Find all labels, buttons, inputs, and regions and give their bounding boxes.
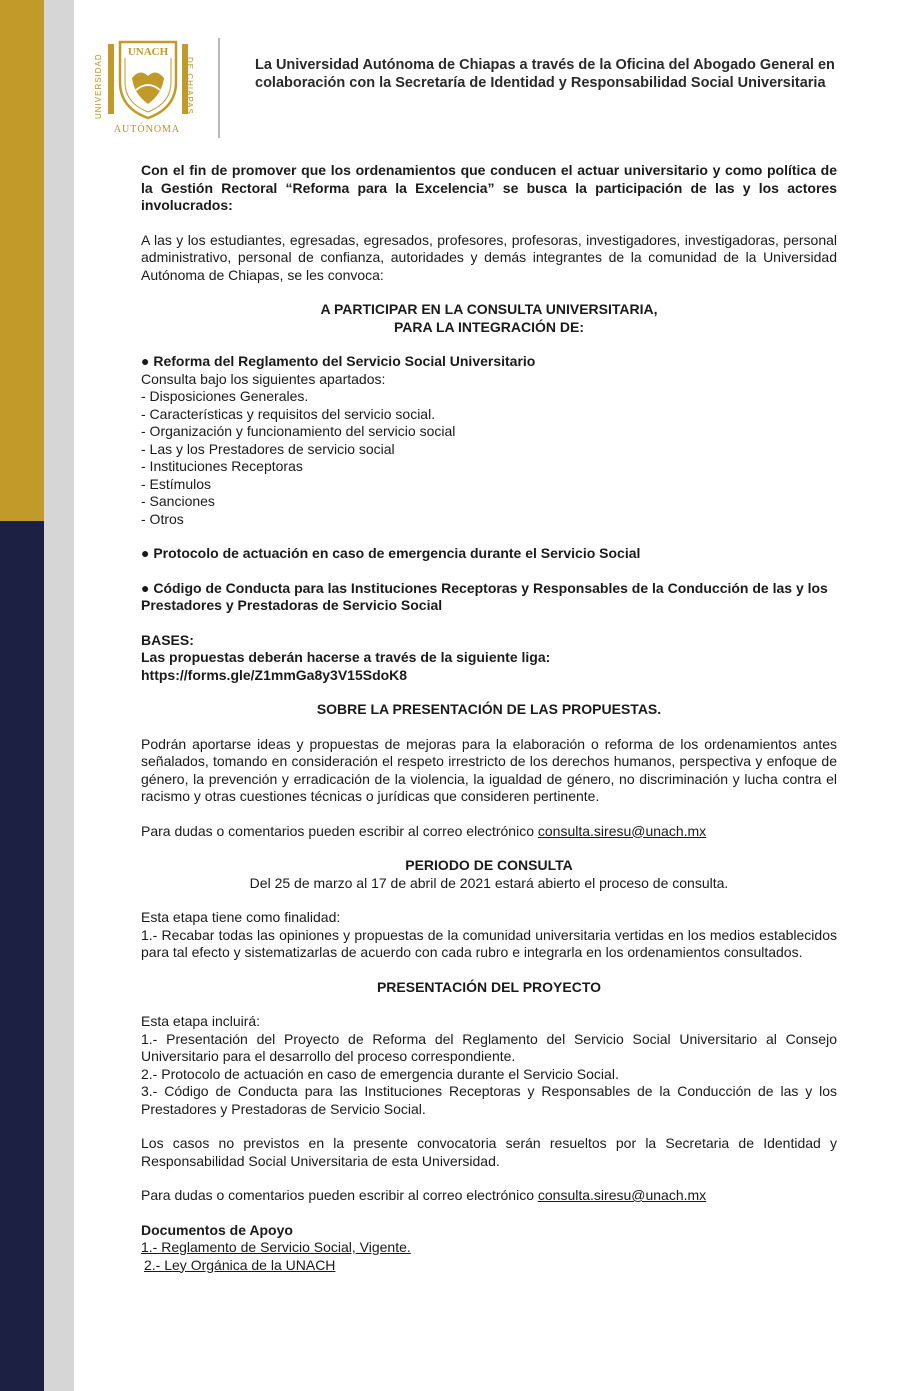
list-item: - Sanciones	[141, 493, 215, 509]
logo-bottom-text: AUTÓNOMA	[113, 124, 181, 135]
contact-line-1	[141, 823, 837, 841]
periodo-heading: PERIODO DE CONSULTA	[405, 857, 573, 873]
list-item: 2.- Protocolo de actuación en caso de emergencia durante el Servicio Social.	[141, 1065, 619, 1082]
intro-audience: A las y los estudiantes, egresadas, egresados, profesores, profesoras, investigadores, investigadoras, personal administrativo, personal de confianza, autoridades y demás integrantes de la comunidad de la Universidad Autónoma de Chiapas, se les convoca:	[141, 231, 837, 283]
side-bar-navy	[0, 521, 44, 1391]
call-line-1: A PARTICIPAR EN LA CONSULTA UNIVERSITARIA,	[320, 301, 658, 317]
logo-ring-left: UNIVERSIDAD	[94, 53, 103, 119]
list-item: - Otros	[141, 510, 184, 527]
unach-logo	[92, 38, 204, 138]
casos-text: Los casos no previstos en la presente convocatoria serán resueltos por la Secretaria de Identidad y Responsabilidad Social Universitaria de esta Universidad.	[141, 1135, 837, 1169]
proyecto-heading: PRESENTACIÓN DEL PROYECTO	[376, 978, 602, 995]
document-link-ley-organica[interactable]: 2.- Ley Orgánica de la UNACH	[144, 1256, 336, 1273]
list-item: - Organización y funcionamiento del servicio social	[141, 423, 456, 439]
call-line-2: PARA LA INTEGRACIÓN DE:	[393, 318, 585, 335]
reforma-subheading: Consulta bajo los siguientes apartados:	[141, 370, 386, 387]
list-item: 3.- Código de Conducta para las Instituciones Receptoras y Responsables de la Conducción de las y los Prestadores y Prestadoras de Servicio Social.	[141, 1083, 837, 1117]
list-item: - Características y requisitos del servicio social.	[141, 405, 436, 422]
proyecto-incluira: Esta etapa incluirá:	[141, 1013, 261, 1029]
presentacion-heading: SOBRE LA PRESENTACIÓN DE LAS PROPUESTAS.	[316, 701, 662, 717]
reforma-heading: ● Reforma del Reglamento del Servicio Social Universitario	[141, 353, 536, 369]
codigo-heading: ● Código de Conducta para las Instituciones Receptoras y Responsables de la Conducción de las y los Prestadores y Prestadoras de Servicio Social	[141, 579, 828, 613]
email-link[interactable]: consulta.siresu@unach.mx	[537, 822, 707, 839]
email-link[interactable]: consulta.siresu@unach.mx	[537, 1187, 707, 1203]
header-divider	[218, 38, 220, 138]
periodo-finalidad: Esta etapa tiene como finalidad:	[141, 909, 341, 925]
protocolo-heading: ● Protocolo de actuación en caso de emergencia durante el Servicio Social	[141, 545, 641, 561]
logo-ring-right: DE CHIAPAS	[185, 57, 194, 115]
bases-url[interactable]: https://forms.gle/Z1mmGa8y3V15SdoK8	[141, 666, 408, 683]
periodo-item-1: 1.- Recabar todas las opiniones y propuestas de la comunidad universitaria vertidas en los medios establecidos para tal efecto y sistematizarlas de acuerdo con cada rubro e integrarla en los ordenamientos consultados.	[141, 926, 837, 960]
document-link-reglamento[interactable]: 1.- Reglamento de Servicio Social, Vigente.	[141, 1239, 411, 1255]
documentos-heading: Documentos de Apoyo	[141, 1221, 293, 1238]
side-bar-gold	[0, 0, 44, 521]
contact-text: Para dudas o comentarios pueden escribir al correo electrónico	[141, 822, 538, 839]
header-title: La Universidad Autónoma de Chiapas a través de la Oficina del Abogado General en colaboración con la Secretaría de Identidad y Responsabilidad Social Universitaria	[255, 57, 835, 91]
list-item: - Disposiciones Generales.	[141, 388, 309, 404]
list-item: - Estímulos	[141, 475, 212, 492]
list-item: - Instituciones Receptoras	[141, 458, 303, 474]
presentacion-body: Podrán aportarse ideas y propuestas de mejoras para la elaboración o reforma de los ordenamientos antes señalados, tomando en consideración el respeto irrestricto de los derechos humanos, perspectiva y enfoque de género, la prevención y erradicación de la violencia, la igualdad de género, no discriminación y lucha contra el racismo y otras cuestiones técnicas o jurídicas que consideren pertinente.	[141, 735, 837, 804]
periodo-dates: Del 25 de marzo al 17 de abril de 2021 estará abierto el proceso de consulta.	[249, 874, 729, 891]
logo-shield-text: UNACH	[127, 46, 169, 58]
intro-lead: Con el fin de promover que los ordenamientos que conducen el actuar universitario y como política de la Gestión Rectoral “Reforma para la Excelencia” se busca la participación de las y los actores involucrados:	[141, 162, 837, 213]
contact-text: Para dudas o comentarios pueden escribir al correo electrónico	[141, 1187, 538, 1203]
side-bar-gray	[44, 0, 74, 1391]
bases-text: Las propuestas deberán hacerse a través de la siguiente liga:	[141, 649, 551, 665]
bases-heading: BASES:	[141, 631, 194, 648]
list-item: - Las y los Prestadores de servicio social	[141, 440, 395, 457]
contact-line-2	[141, 1187, 837, 1205]
list-item: 1.- Presentación del Proyecto de Reforma del Reglamento del Servicio Social Universitario al Consejo Universitario para el desarrollo del proceso correspondiente.	[141, 1030, 837, 1064]
document-body	[141, 162, 837, 1274]
